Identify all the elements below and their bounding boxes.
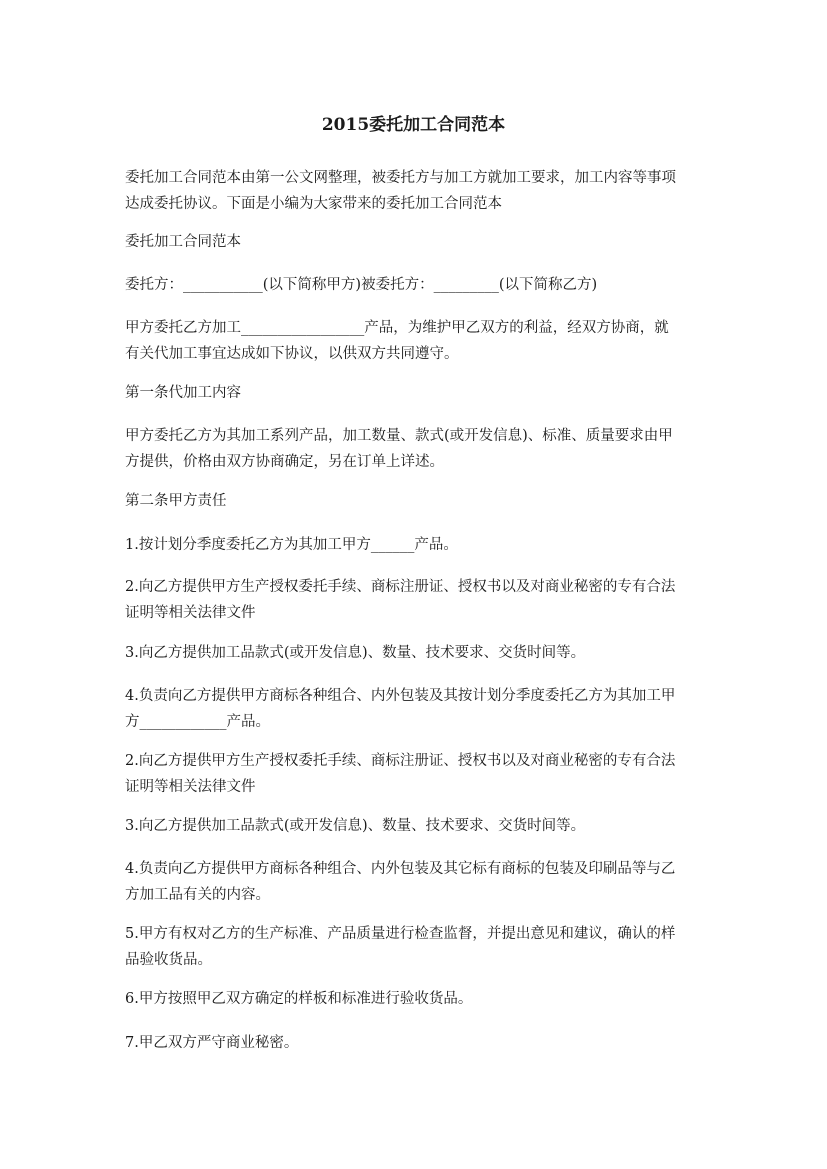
- list-item-3-repeat: [125, 813, 715, 839]
- paragraph-line: 3.向乙方提供加工品款式(或开发信息)、数量、技术要求、交货时间等。: [125, 818, 586, 834]
- paragraph-line: 有关代加工事宜达成如下协议，以供双方共同遵守。: [125, 346, 459, 362]
- paragraph-line: 方提供，价格由双方协商确定，另在订单上详述。: [125, 454, 444, 470]
- paragraph-line: 7.甲乙双方严守商业秘密。: [125, 1035, 299, 1051]
- list-item-4-repeat: [125, 856, 715, 908]
- paragraph-article-1: [125, 423, 715, 475]
- paragraph-line: 6.甲方按照甲乙双方确定的样板和标准进行验收货品。: [125, 991, 473, 1007]
- paragraph-line: 2.向乙方提供甲方生产授权委托手续、商标注册证、授权书以及对商业秘密的专有合法: [125, 579, 676, 595]
- paragraph-line: 证明等相关法律文件: [125, 779, 256, 795]
- paragraph-line: 4.负责向乙方提供甲方商标各种组合、内外包装及其按计划分季度委托乙方为其加工甲: [125, 688, 676, 704]
- section-heading-2: [125, 488, 715, 514]
- list-item-3: [125, 640, 715, 666]
- list-item-5: [125, 921, 715, 973]
- paragraph-parties: [125, 272, 715, 298]
- paragraph-subtitle: [125, 229, 715, 255]
- paragraph-line: 第一条代加工内容: [125, 385, 241, 401]
- list-item-4: [125, 683, 715, 735]
- paragraph-line: 委托方：___________(以下简称甲方)被委托方：_________(以下简称乙方): [125, 277, 598, 293]
- paragraph-line: 达成委托协议。下面是小编为大家带来的委托加工合同范本: [125, 196, 502, 212]
- paragraph-line: 委托加工合同范本: [125, 234, 241, 250]
- paragraph-line: 甲方委托乙方为其加工系列产品，加工数量、款式(或开发信息)、标准、质量要求由甲: [125, 428, 673, 444]
- paragraph-line: 1.按计划分季度委托乙方为其加工甲方______产品。: [125, 537, 458, 553]
- list-item-2: [125, 574, 715, 626]
- document-title: 2015委托加工合同范本: [321, 115, 506, 135]
- list-item-2-repeat: [125, 748, 715, 800]
- paragraph-line: 品验收货品。: [125, 952, 212, 968]
- paragraph-line: 4.负责向乙方提供甲方商标各种组合、内外包装及其它标有商标的包装及印刷品等与乙: [125, 861, 676, 877]
- paragraph-line: 5.甲方有权对乙方的生产标准、产品质量进行检查监督，并提出意见和建议，确认的样: [125, 926, 676, 942]
- paragraph-line: 2.向乙方提供甲方生产授权委托手续、商标注册证、授权书以及对商业秘密的专有合法: [125, 753, 676, 769]
- paragraph-line: 甲方委托乙方加工_________________产品，为维护甲乙双方的利益，经双方协商，就: [125, 320, 669, 336]
- list-item-1: [125, 532, 715, 558]
- paragraph-line: 第二条甲方责任: [125, 493, 227, 509]
- list-item-6: [125, 986, 715, 1012]
- paragraph-line: 证明等相关法律文件: [125, 605, 256, 621]
- paragraph-line: 3.向乙方提供加工品款式(或开发信息)、数量、技术要求、交货时间等。: [125, 645, 586, 661]
- paragraph-line: 方加工品有关的内容。: [125, 887, 270, 903]
- paragraph-line: 方____________产品。: [125, 714, 270, 730]
- list-item-7: [125, 1030, 715, 1056]
- paragraph-intro: [125, 165, 715, 217]
- paragraph-preamble: [125, 315, 715, 367]
- paragraph-line: 委托加工合同范本由第一公文网整理，被委托方与加工方就加工要求，加工内容等事项: [125, 170, 676, 186]
- section-heading-1: [125, 380, 715, 406]
